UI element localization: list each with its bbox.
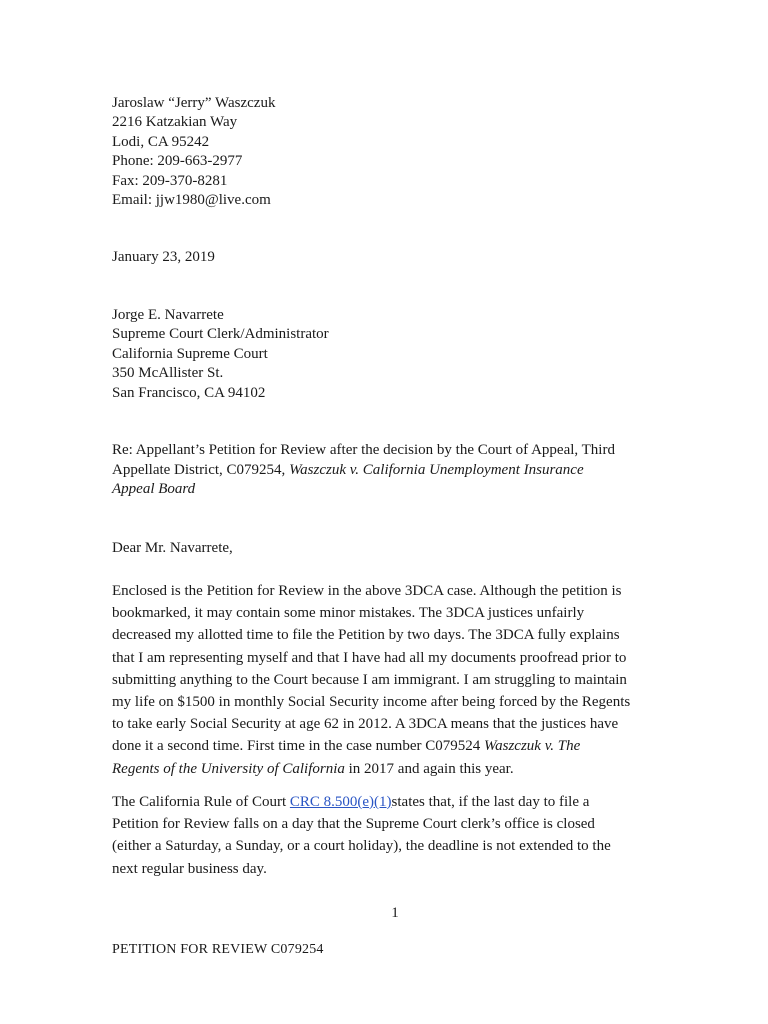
paragraph-line	[112, 791, 672, 813]
paragraph-line: Petition for Review falls on a day that the Supreme Court clerk’s office is closed	[112, 816, 595, 833]
subject-case-number: Appellate District, C079254,	[112, 461, 290, 478]
paragraph-line: (either a Saturday, a Sunday, or a court holiday), the deadline is not extended to the	[112, 838, 611, 855]
sender-address-block	[112, 94, 672, 210]
paragraph-line: that I am representing myself and that I have had all my documents proofread prior to	[112, 649, 627, 666]
paragraph-text: in 2017 and again this year.	[344, 760, 514, 777]
recipient-street: 350 McAllister St.	[112, 365, 224, 382]
recipient-court: California Supreme Court	[112, 345, 268, 362]
sender-city: Lodi, CA 95242	[112, 133, 210, 150]
paragraph-line: bookmarked, it may contain some minor mistakes. The 3DCA justices unfairly	[112, 605, 585, 622]
case-title-italic: Waszczuk v. The	[484, 738, 581, 755]
paragraph-line: Enclosed is the Petition for Review in the above 3DCA case. Although the petition is	[112, 583, 622, 599]
sender-email: Email: jjw1980@live.com	[112, 192, 271, 209]
recipient-name: Jorge E. Navarrete	[112, 307, 224, 323]
page-footer: PETITION FOR REVIEW C079254	[112, 942, 324, 957]
page-number: 1	[391, 905, 399, 921]
subject-line-3: Appeal Board	[112, 481, 196, 497]
date-text: January 23, 2019	[112, 249, 215, 265]
body-paragraph-2	[112, 791, 672, 880]
subject-case-title: Waszczuk v. California Unemployment Insurance	[289, 461, 584, 478]
sender-name: Jaroslaw “Jerry” Waszczuk	[112, 95, 276, 111]
paragraph-line: to take early Social Security at age 62 in 2012. A 3DCA means that the justices have	[112, 716, 619, 733]
paragraph-line: decreased my allotted time to file the Petition by two days. The 3DCA fully explains	[112, 627, 620, 644]
salutation	[112, 539, 672, 558]
subject-line-1: Re: Appellant’s Petition for Review after the decision by the Court of Appeal, Third	[112, 442, 615, 458]
case-title-italic: Regents of the University of California	[112, 760, 345, 777]
sender-fax: Fax: 209-370-8281	[112, 172, 228, 189]
paragraph-line: my life on $1500 in monthly Social Security income after being forced by the Regents	[112, 694, 631, 711]
crc-rule-link[interactable]: CRC 8.500(e)(1)	[289, 794, 392, 810]
recipient-address-block	[112, 306, 672, 403]
salutation-text: Dear Mr. Navarrete,	[112, 540, 233, 556]
paragraph-text: The California Rule of Court	[112, 794, 290, 810]
letter-date	[112, 248, 672, 267]
paragraph-text: done it a second time. First time in the case number C079524	[112, 738, 485, 755]
paragraph-line	[112, 758, 672, 780]
paragraph-line: next regular business day.	[112, 860, 267, 877]
subject-line-2	[112, 461, 672, 481]
recipient-title: Supreme Court Clerk/Administrator	[112, 326, 329, 343]
sender-phone: Phone: 209-663-2977	[112, 153, 243, 170]
sender-street: 2216 Katzakian Way	[112, 114, 238, 131]
paragraph-line: submitting anything to the Court because I am immigrant. I am struggling to maintain	[112, 671, 627, 688]
paragraph-text: states that, if the last day to file a	[391, 794, 590, 810]
paragraph-line	[112, 735, 672, 757]
subject-line	[112, 441, 672, 500]
body-paragraph-1	[112, 580, 672, 780]
recipient-city: San Francisco, CA 94102	[112, 384, 266, 401]
